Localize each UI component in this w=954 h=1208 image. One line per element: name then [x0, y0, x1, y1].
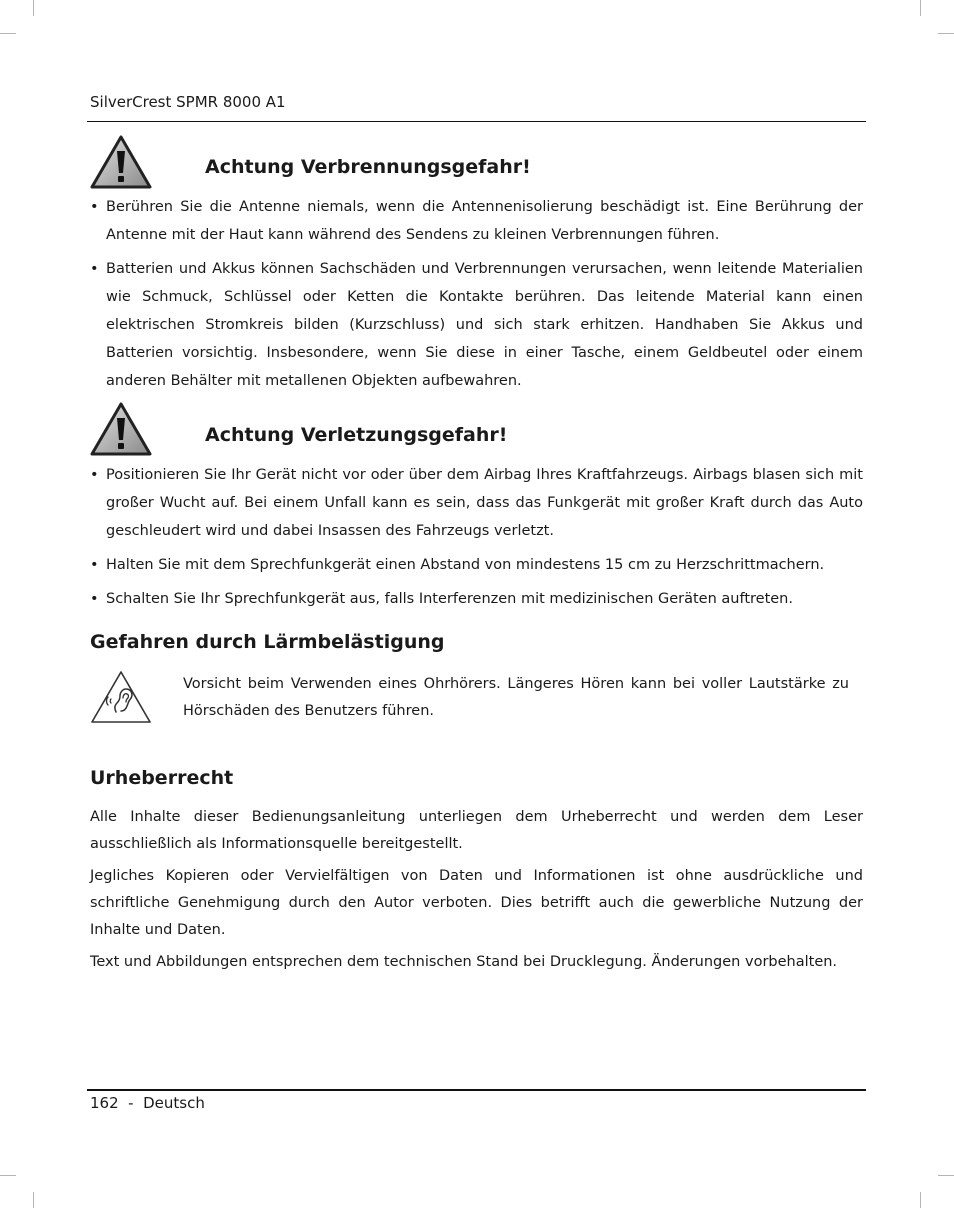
- copyright-body: [90, 804, 863, 981]
- burn-warning-title: Achtung Verbrennungsgefahr!: [205, 156, 531, 178]
- page-number-language: 162 - Deutsch: [90, 1094, 205, 1112]
- crop-mark: [938, 1175, 954, 1176]
- crop-mark: [33, 1192, 34, 1208]
- list-item: • Berühren Sie die Antenne niemals, wenn die Antennenisolierung beschädigt ist. Eine Berührung der Antenne mit der Haut kann während des Sendens zu kleinen Verbrennungen führen.: [90, 193, 863, 249]
- copyright-paragraph: Jegliches Kopieren oder Vervielfältigen von Daten und Informationen ist ohne ausdrückliche und schriftliche Genehmigung durch den Autor verboten. Dies betrifft auch die gewerbliche Nutzung der Inhalte und Daten.: [90, 868, 863, 938]
- header-rule: [87, 121, 866, 122]
- warning-triangle-icon: [90, 402, 152, 456]
- list-item: • Batterien und Akkus können Sachschäden und Verbrennungen verursachen, wenn leitende Materialien wie Schmuck, Schlüssel oder Ketten die Kontakte berühren. Das leitende Material kann einen elektrischen Stromkreis bilden (Kurzschluss) und sich stark erhitzen. Handhaben Sie Akkus und Batterien vorsichtig. Insbesondere, wenn Sie diese in einer Tasche, einem Geldbeutel oder einem anderen Behälter mit metallenen Objekten aufbewahren.: [90, 255, 863, 395]
- burn-warning-list: [90, 193, 863, 401]
- copyright-paragraph: Alle Inhalte dieser Bedienungsanleitung unterliegen dem Urheberrecht und werden dem Leser ausschließlich als Informationsquelle bereitgestellt.: [90, 809, 863, 852]
- injury-warning-title: Achtung Verletzungsgefahr!: [205, 424, 508, 446]
- noise-warning-text: Vorsicht beim Verwenden eines Ohrhörers. Längeres Hören kann bei voller Lautstärke zu Hörschäden des Benutzers führen.: [183, 676, 849, 719]
- copyright-paragraph: Text und Abbildungen entsprechen dem technischen Stand bei Drucklegung. Änderungen vorbehalten.: [90, 954, 838, 970]
- page-header-title: SilverCrest SPMR 8000 A1: [90, 93, 286, 111]
- list-item: • Schalten Sie Ihr Sprechfunkgerät aus, falls Interferenzen mit medizinischen Geräten auftreten.: [90, 585, 863, 613]
- page-footer: [90, 1094, 205, 1112]
- crop-mark: [0, 33, 16, 34]
- noise-section-title: Gefahren durch Lärmbelästigung: [90, 631, 445, 653]
- copyright-section-title: Urheberrecht: [90, 767, 234, 789]
- hearing-warning-icon: [90, 670, 152, 724]
- list-item: • Positionieren Sie Ihr Gerät nicht vor oder über dem Airbag Ihres Kraftfahrzeugs. Airbags blasen sich mit großer Wucht auf. Bei einem Unfall kann es sein, dass das Funkgerät mit großer Kraft durch das Auto geschleudert wird und dabei Insassen des Fahrzeugs verletzt.: [90, 461, 863, 545]
- crop-mark: [920, 1192, 921, 1208]
- warning-triangle-icon: [90, 135, 152, 189]
- footer-rule: [87, 1089, 866, 1091]
- injury-warning-list: [90, 461, 863, 619]
- crop-mark: [938, 33, 954, 34]
- crop-mark: [33, 0, 34, 16]
- crop-mark: [0, 1175, 16, 1176]
- list-item: • Halten Sie mit dem Sprechfunkgerät einen Abstand von mindestens 15 cm zu Herzschrittmachern.: [90, 551, 863, 579]
- crop-mark: [920, 0, 921, 16]
